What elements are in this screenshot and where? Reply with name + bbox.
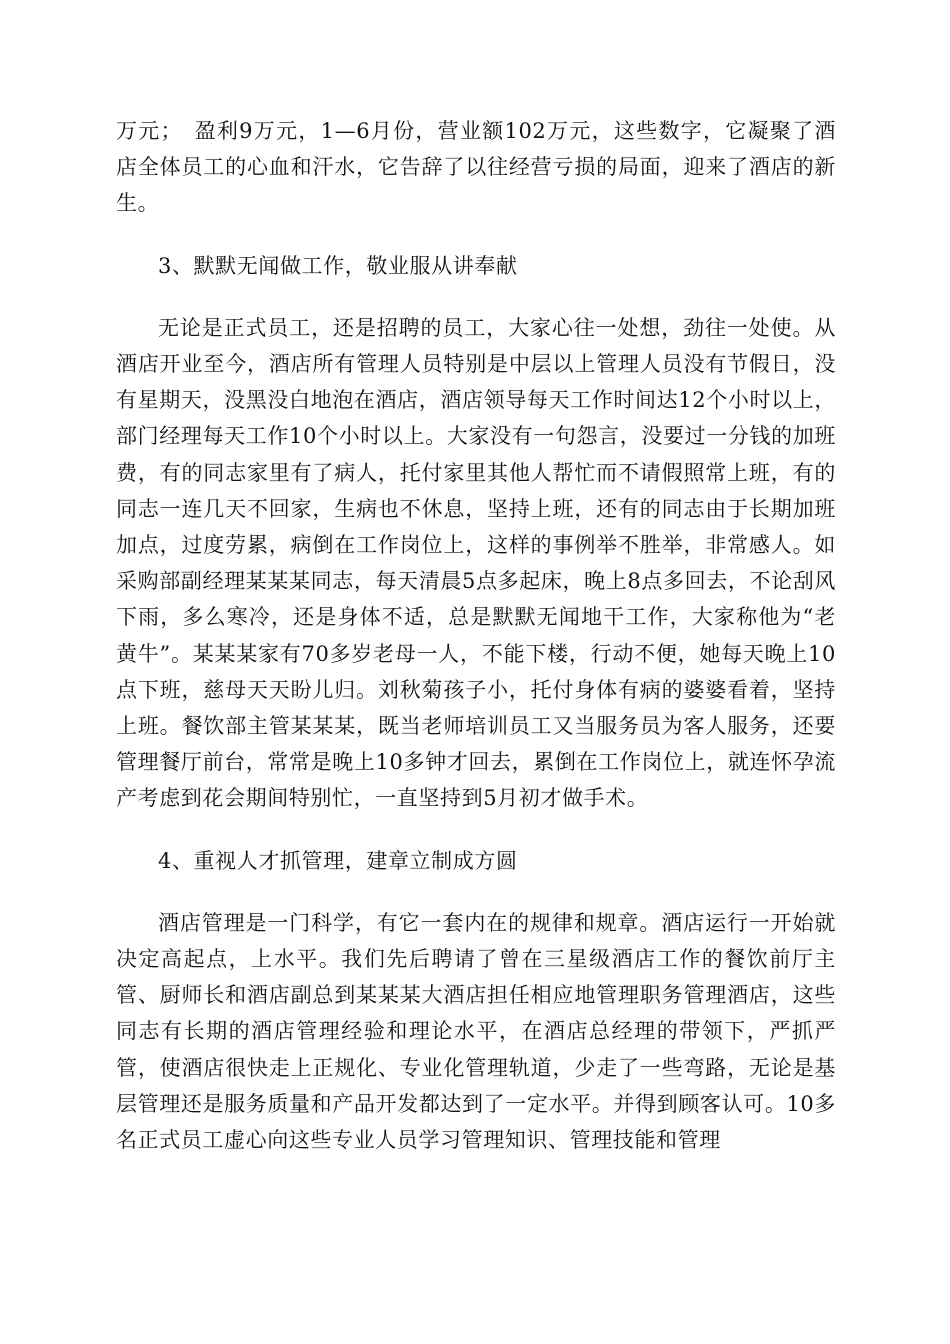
section-heading-3: 3、默默无闻做工作，敬业服从讲奉献 bbox=[158, 253, 518, 278]
paragraph-revenue-summary: 万元； 盈利9万元，1—6月份，营业额102万元，这些数字，它凝聚了酒店全体员工的心血和汗水，它告辞了以往经营亏损的局面，迎来了酒店的新生。 bbox=[116, 119, 836, 216]
paragraph-dedication: 无论是正式员工，还是招聘的员工，大家心往一处想，劲往一处使。从酒店开业至今，酒店所有管理人员特别是中层以上管理人员没有节假日，没有星期天，没黑没白地泡在酒店，酒店领导每天工作时间达12个小时以上，部门经理每天工作10个小时以上。大家没有一句怨言，没要过一分钱的加班费，有的同志家里有了病人，托付家里其他人帮忙而不请假照常上班，有的同志一连几天不回家，生病也不休息，坚持上班，还有的同志由于长期加班加点，过度劳累，病倒在工作岗位上，这样的事例举不胜举，非常感人。如采购部副经理某某某同志，每天清晨5点多起床，晚上8点多回去，不论刮风下雨，多么寒冷，还是身体不适，总是默默无闻地干工作，大家称他为“老黄牛”。某某某家有70多岁老母一人，不能下楼，行动不便，她每天晚上10点下班，慈母天天盼儿归。刘秋菊孩子小，托付身体有病的婆婆看着，坚持上班。餐饮部主管某某某，既当老师培训员工又当服务员为客人服务，还要管理餐厅前台，常常是晚上10多钟才回去，累倒在工作岗位上，就连怀孕流产考虑到花会期间特别忙，一直坚持到5月初才做手术。 bbox=[116, 315, 836, 811]
paragraph-management: 酒店管理是一门科学，有它一套内在的规律和规章。酒店运行一开始就决定高起点，上水平。我们先后聘请了曾在三星级酒店工作的餐饮前厅主管、厨师长和酒店副总到某某某大酒店担任相应地管理职务管理酒店，这些同志有长期的酒店管理经验和理论水平，在酒店总经理的带领下，严抓严管，使酒店很快走上正规化、专业化管理轨道，少走了一些弯路，无论是基层管理还是服务质量和产品开发都达到了一定水平。并得到顾客认可。10多名正式员工虚心向这些专业人员学习管理知识、管理技能和管理 bbox=[116, 910, 836, 1153]
document-page bbox=[116, 113, 836, 1158]
section-heading-4: 4、重视人才抓管理，建章立制成方圆 bbox=[158, 848, 518, 873]
